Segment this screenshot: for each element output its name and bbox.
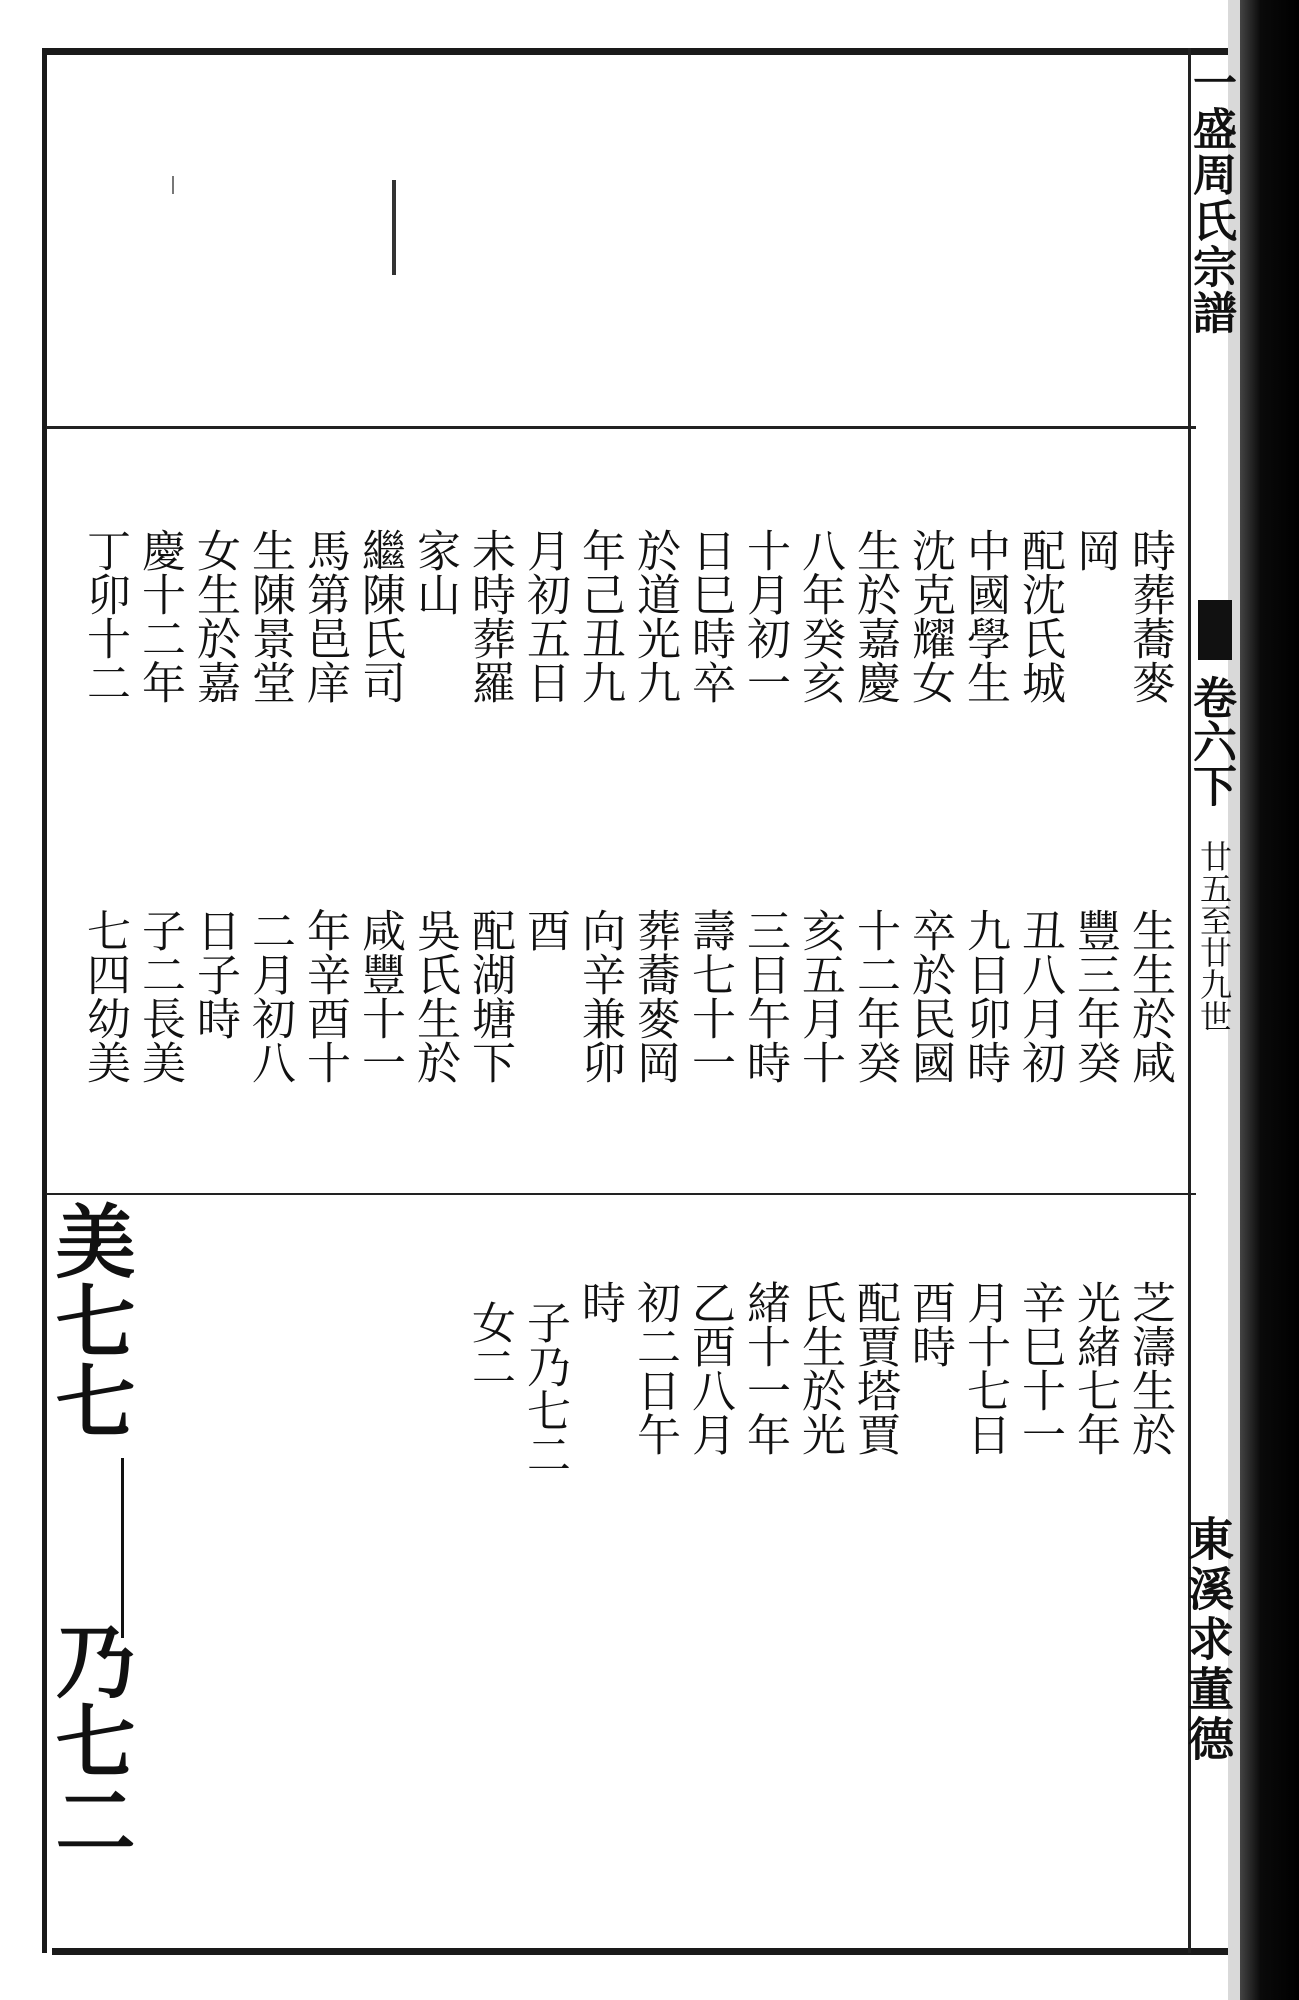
text-column: 日巳時卒	[684, 528, 735, 704]
text-column: 壽七十一	[684, 908, 735, 1084]
text-column: 八年癸亥	[794, 528, 845, 704]
text-column: 葬蕎麥岡	[629, 908, 680, 1084]
text-column: 乙酉八月	[684, 1280, 735, 1456]
text-column: 丁卯十二	[79, 528, 130, 704]
text-column: 年己丑九	[574, 528, 625, 704]
text-column: 中國學生	[959, 528, 1010, 704]
text-column: 配沈氏城	[1014, 528, 1065, 704]
text-column: 十月初一	[739, 528, 790, 704]
ink-mark-small	[172, 176, 174, 194]
text-column: 家山	[409, 528, 460, 616]
text-column: 酉時	[904, 1280, 955, 1368]
text-column: 配湖塘下	[464, 908, 515, 1084]
text-column: 於道光九	[629, 528, 680, 704]
text-column: 三日午時	[739, 908, 790, 1084]
text-column: 向辛兼卯	[574, 908, 625, 1084]
section-divider-upper	[46, 426, 1196, 429]
text-column: 光緒七年	[1069, 1280, 1120, 1456]
text-column: 子乃七二	[519, 1300, 570, 1476]
text-column: 月初五日	[519, 528, 570, 704]
frame-top-border	[45, 48, 1245, 55]
text-column: 緒十一年	[739, 1280, 790, 1456]
text-column: 生於嘉慶	[849, 528, 900, 704]
text-column: 配賈塔賈	[849, 1280, 900, 1456]
text-column: 子二長美	[134, 908, 185, 1084]
text-column: 十二年癸	[849, 908, 900, 1084]
book-title: 一盛周氏宗譜	[1185, 60, 1236, 336]
text-column: 生生於咸	[1124, 908, 1175, 1084]
hall-name: 東溪求董德	[1181, 1515, 1235, 1765]
text-column: 初二日午	[629, 1280, 680, 1456]
text-column: 九日卯時	[959, 908, 1010, 1084]
text-column: 生陳景堂	[244, 528, 295, 704]
banxin-margin	[1181, 60, 1238, 1940]
text-column: 慶十二年	[134, 528, 185, 704]
text-column: 二月初八	[244, 908, 295, 1084]
text-column: 亥五月十	[794, 908, 845, 1084]
text-column: 時葬蕎麥	[1124, 528, 1175, 704]
text-column: 辛巳十一	[1014, 1280, 1065, 1456]
text-column: 豐三年癸	[1069, 908, 1120, 1084]
text-column: 岡	[1069, 528, 1120, 572]
volume-label: 卷六下	[1185, 675, 1236, 807]
text-column: 七四幼美	[79, 908, 130, 1084]
text-column: 繼陳氏司	[354, 528, 405, 704]
book-spine	[1240, 0, 1299, 2000]
text-column: 未時葬羅	[464, 528, 515, 704]
text-column: 女二	[464, 1300, 515, 1388]
text-column: 年辛酉十	[299, 908, 350, 1084]
text-column: 沈克耀女	[904, 528, 955, 704]
fish-tail-mark-icon	[1198, 600, 1232, 660]
lineage-name-bottom: 乃七二	[42, 1620, 136, 1860]
text-column: 丑八月初	[1014, 908, 1065, 1084]
text-column: 馬第邑庠	[299, 528, 350, 704]
text-column: 時	[574, 1280, 625, 1324]
section-divider-lower	[46, 1193, 1196, 1195]
text-column: 吳氏生於	[409, 908, 460, 1084]
text-column: 咸豐十一	[354, 908, 405, 1084]
lineage-name-top: 美七七	[42, 1200, 136, 1440]
ink-mark	[392, 180, 396, 275]
text-column: 酉	[519, 908, 570, 952]
text-column: 女生於嘉	[189, 528, 240, 704]
generation-range: 廿五至廿九世	[1195, 840, 1233, 1032]
text-column: 卒於民國	[904, 908, 955, 1084]
text-column: 氏生於光	[794, 1280, 845, 1456]
text-column: 日子時	[189, 908, 240, 1040]
text-column: 月十七日	[959, 1280, 1010, 1456]
frame-bottom-border	[52, 1948, 1248, 1955]
text-column: 芝濤生於	[1124, 1280, 1175, 1456]
lineage-connector-line	[121, 1458, 124, 1638]
